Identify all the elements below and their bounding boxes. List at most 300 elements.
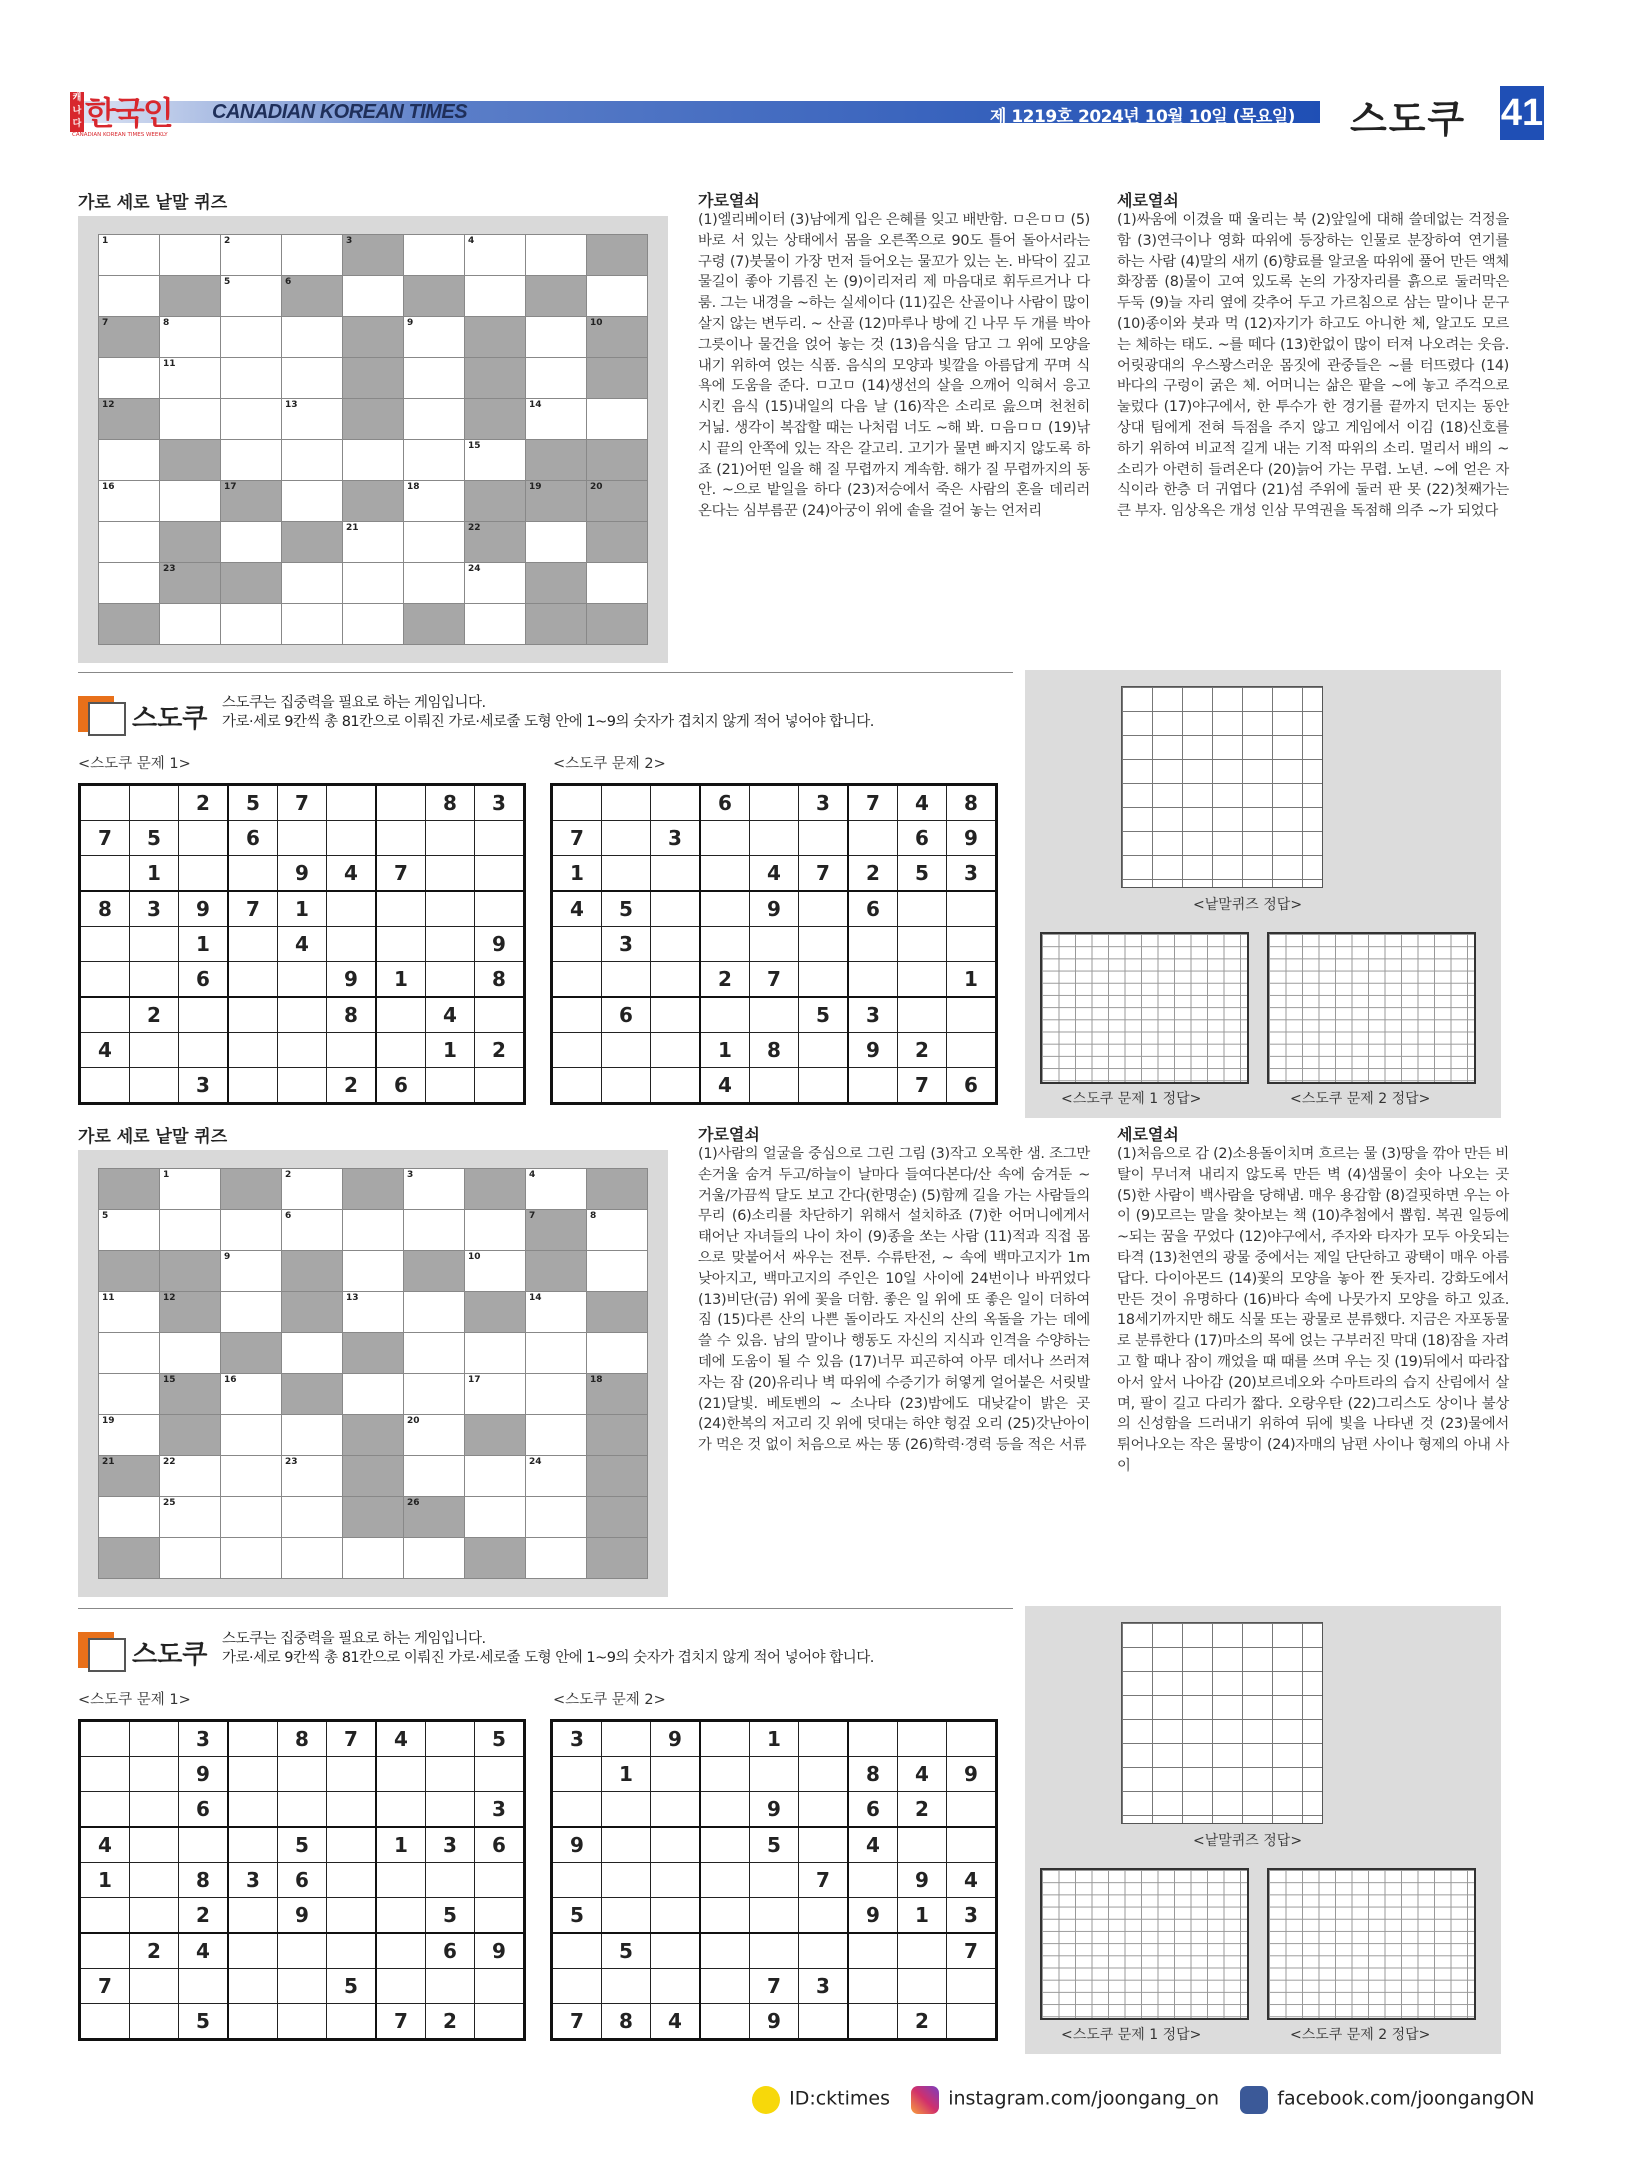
- sudoku-cell[interactable]: 9: [179, 1757, 229, 1792]
- sudoku-cell[interactable]: [552, 1969, 602, 2004]
- crossword-cell[interactable]: [465, 1456, 526, 1497]
- sudoku-cell[interactable]: [426, 1721, 475, 1757]
- crossword-cell[interactable]: [282, 440, 343, 481]
- crossword-cell[interactable]: [526, 1374, 587, 1415]
- crossword-cell[interactable]: [404, 522, 465, 563]
- sudoku-cell[interactable]: 9: [327, 962, 377, 998]
- sudoku-cell[interactable]: [475, 997, 525, 1033]
- crossword-cell[interactable]: [99, 1497, 160, 1538]
- sudoku-cell[interactable]: [799, 821, 849, 856]
- sudoku-cell[interactable]: [80, 1757, 130, 1792]
- sudoku-cell[interactable]: [602, 1721, 651, 1757]
- sudoku-cell[interactable]: 8: [278, 1721, 327, 1757]
- sudoku-cell[interactable]: [750, 997, 799, 1033]
- sudoku-cell[interactable]: 3: [426, 1827, 475, 1863]
- crossword-cell[interactable]: [404, 481, 465, 522]
- sudoku-cell[interactable]: [327, 821, 377, 856]
- sudoku-cell[interactable]: [750, 821, 799, 856]
- sudoku-cell[interactable]: [700, 1969, 750, 2004]
- sudoku-cell[interactable]: [750, 785, 799, 821]
- sudoku-cell[interactable]: 6: [179, 1792, 229, 1828]
- sudoku-cell[interactable]: [700, 1933, 750, 1969]
- instagram-link[interactable]: instagram.com/joongang_on: [948, 2087, 1220, 2110]
- crossword-cell[interactable]: [343, 1292, 404, 1333]
- sudoku-cell[interactable]: 5: [475, 1721, 525, 1757]
- sudoku-cell[interactable]: [898, 1721, 947, 1757]
- crossword-cell[interactable]: [404, 399, 465, 440]
- sudoku-cell[interactable]: 7: [376, 856, 426, 892]
- sudoku-cell[interactable]: [602, 785, 651, 821]
- sudoku-cell[interactable]: [799, 1898, 849, 1934]
- crossword-cell[interactable]: [343, 1538, 404, 1579]
- sudoku-cell[interactable]: 4: [651, 2004, 701, 2040]
- sudoku-cell[interactable]: [651, 1068, 701, 1104]
- sudoku-cell[interactable]: 5: [179, 2004, 229, 2040]
- sudoku-cell[interactable]: [700, 1757, 750, 1792]
- sudoku-cell[interactable]: [848, 1863, 898, 1898]
- sudoku-cell[interactable]: 6: [376, 1068, 426, 1104]
- crossword-cell[interactable]: [221, 399, 282, 440]
- crossword-cell[interactable]: [282, 1538, 343, 1579]
- sudoku-cell[interactable]: [179, 1827, 229, 1863]
- sudoku-cell[interactable]: [651, 927, 701, 962]
- crossword-cell[interactable]: [404, 1415, 465, 1456]
- sudoku-cell[interactable]: [750, 1933, 799, 1969]
- sudoku-cell[interactable]: [130, 1721, 179, 1757]
- sudoku-cell[interactable]: 3: [799, 785, 849, 821]
- sudoku-cell[interactable]: [552, 785, 602, 821]
- sudoku-cell[interactable]: [130, 1792, 179, 1828]
- crossword-cell[interactable]: [99, 358, 160, 399]
- sudoku-cell[interactable]: [376, 1933, 426, 1969]
- sudoku-cell[interactable]: [426, 856, 475, 892]
- sudoku-cell[interactable]: 2: [179, 1898, 229, 1934]
- crossword-cell[interactable]: [526, 1333, 587, 1374]
- sudoku-cell[interactable]: 9: [651, 1721, 701, 1757]
- sudoku-cell[interactable]: [848, 1933, 898, 1969]
- sudoku-cell[interactable]: [228, 856, 278, 892]
- sudoku-cell[interactable]: [602, 1969, 651, 2004]
- crossword-cell[interactable]: [526, 1456, 587, 1497]
- sudoku-cell[interactable]: [602, 856, 651, 892]
- sudoku-cell[interactable]: [278, 2004, 327, 2040]
- sudoku-cell[interactable]: 1: [947, 962, 997, 998]
- sudoku-cell[interactable]: 8: [602, 2004, 651, 2040]
- sudoku-cell[interactable]: 7: [278, 785, 327, 821]
- crossword-cell[interactable]: [221, 1374, 282, 1415]
- crossword-cell[interactable]: [343, 522, 404, 563]
- sudoku-cell[interactable]: 8: [848, 1757, 898, 1792]
- sudoku-cell[interactable]: 4: [327, 856, 377, 892]
- crossword-cell[interactable]: [99, 1333, 160, 1374]
- sudoku-cell[interactable]: [651, 856, 701, 892]
- sudoku-cell[interactable]: 3: [848, 997, 898, 1033]
- sudoku-cell[interactable]: 3: [130, 891, 179, 927]
- sudoku-cell[interactable]: [750, 1863, 799, 1898]
- sudoku-cell[interactable]: 6: [848, 891, 898, 927]
- sudoku-cell[interactable]: 8: [750, 1033, 799, 1068]
- sudoku-cell[interactable]: [475, 821, 525, 856]
- sudoku-cell[interactable]: [602, 1792, 651, 1828]
- sudoku-cell[interactable]: [327, 927, 377, 962]
- sudoku-cell[interactable]: 7: [552, 2004, 602, 2040]
- sudoku-cell[interactable]: [376, 997, 426, 1033]
- sudoku-cell[interactable]: 6: [426, 1933, 475, 1969]
- sudoku-cell[interactable]: 7: [799, 856, 849, 892]
- crossword-cell[interactable]: [282, 358, 343, 399]
- crossword-cell[interactable]: [221, 440, 282, 481]
- crossword-cell[interactable]: [587, 563, 648, 604]
- sudoku-cell[interactable]: [947, 891, 997, 927]
- sudoku-cell[interactable]: [130, 785, 179, 821]
- sudoku-cell[interactable]: [651, 1827, 701, 1863]
- sudoku-cell[interactable]: [552, 1068, 602, 1104]
- crossword-cell[interactable]: [526, 317, 587, 358]
- sudoku-cell[interactable]: 5: [799, 997, 849, 1033]
- sudoku-cell[interactable]: 5: [602, 1933, 651, 1969]
- crossword-cell[interactable]: [465, 1497, 526, 1538]
- crossword-cell[interactable]: [404, 440, 465, 481]
- sudoku-cell[interactable]: [799, 927, 849, 962]
- sudoku-cell[interactable]: [376, 1033, 426, 1068]
- sudoku-cell[interactable]: [651, 891, 701, 927]
- crossword-cell[interactable]: [526, 1292, 587, 1333]
- sudoku-cell[interactable]: 4: [80, 1033, 130, 1068]
- crossword-cell[interactable]: [221, 235, 282, 276]
- sudoku-cell[interactable]: 1: [602, 1757, 651, 1792]
- crossword-cell[interactable]: [99, 440, 160, 481]
- crossword-cell[interactable]: [160, 1333, 221, 1374]
- sudoku-cell[interactable]: [898, 891, 947, 927]
- sudoku-cell[interactable]: [475, 891, 525, 927]
- sudoku-cell[interactable]: [750, 1757, 799, 1792]
- sudoku-cell[interactable]: 2: [898, 1792, 947, 1828]
- sudoku-cell[interactable]: 3: [228, 1863, 278, 1898]
- sudoku-cell[interactable]: 6: [947, 1068, 997, 1104]
- sudoku-cell[interactable]: [552, 1863, 602, 1898]
- sudoku-grid-4[interactable]: [550, 1719, 998, 2041]
- sudoku-cell[interactable]: [602, 1863, 651, 1898]
- sudoku-cell[interactable]: 3: [651, 821, 701, 856]
- crossword-cell[interactable]: [282, 563, 343, 604]
- sudoku-cell[interactable]: 9: [947, 821, 997, 856]
- sudoku-cell[interactable]: 8: [80, 891, 130, 927]
- crossword-cell[interactable]: [221, 1497, 282, 1538]
- sudoku-cell[interactable]: 3: [947, 1898, 997, 1934]
- crossword-cell[interactable]: [526, 522, 587, 563]
- sudoku-cell[interactable]: 9: [750, 891, 799, 927]
- sudoku-cell[interactable]: [848, 1721, 898, 1757]
- sudoku-cell[interactable]: [130, 1898, 179, 1934]
- sudoku-cell[interactable]: [130, 1757, 179, 1792]
- sudoku-cell[interactable]: 4: [426, 997, 475, 1033]
- sudoku-cell[interactable]: 9: [848, 1033, 898, 1068]
- crossword-cell[interactable]: [526, 1169, 587, 1210]
- sudoku-cell[interactable]: 8: [179, 1863, 229, 1898]
- crossword-cell[interactable]: [465, 563, 526, 604]
- sudoku-cell[interactable]: [552, 1792, 602, 1828]
- sudoku-cell[interactable]: [475, 1898, 525, 1934]
- sudoku-cell[interactable]: [651, 1792, 701, 1828]
- sudoku-cell[interactable]: 4: [552, 891, 602, 927]
- sudoku-cell[interactable]: [947, 1033, 997, 1068]
- sudoku-cell[interactable]: [179, 997, 229, 1033]
- sudoku-cell[interactable]: [475, 856, 525, 892]
- sudoku-cell[interactable]: 5: [278, 1827, 327, 1863]
- sudoku-cell[interactable]: [426, 821, 475, 856]
- sudoku-cell[interactable]: [376, 821, 426, 856]
- crossword-cell[interactable]: [160, 604, 221, 645]
- sudoku-grid-1[interactable]: [78, 783, 526, 1105]
- crossword-cell[interactable]: [282, 235, 343, 276]
- sudoku-cell[interactable]: [80, 962, 130, 998]
- crossword-cell[interactable]: [526, 235, 587, 276]
- crossword-cell[interactable]: [587, 1251, 648, 1292]
- crossword-cell[interactable]: [282, 481, 343, 522]
- sudoku-cell[interactable]: [848, 1969, 898, 2004]
- crossword-cell[interactable]: [282, 604, 343, 645]
- sudoku-cell[interactable]: 7: [947, 1933, 997, 1969]
- sudoku-cell[interactable]: 2: [898, 2004, 947, 2040]
- crossword-cell[interactable]: [465, 1251, 526, 1292]
- crossword-cell[interactable]: [221, 276, 282, 317]
- sudoku-cell[interactable]: 4: [947, 1863, 997, 1898]
- sudoku-cell[interactable]: [376, 1969, 426, 2004]
- sudoku-cell[interactable]: 7: [228, 891, 278, 927]
- crossword-cell[interactable]: [465, 1210, 526, 1251]
- sudoku-cell[interactable]: 1: [179, 927, 229, 962]
- crossword-cell[interactable]: [99, 522, 160, 563]
- crossword-cell[interactable]: [99, 1415, 160, 1456]
- sudoku-cell[interactable]: 7: [848, 785, 898, 821]
- sudoku-cell[interactable]: 4: [898, 1757, 947, 1792]
- crossword-cell[interactable]: [221, 1210, 282, 1251]
- sudoku-cell[interactable]: [80, 1933, 130, 1969]
- sudoku-cell[interactable]: [947, 1969, 997, 2004]
- sudoku-cell[interactable]: [130, 1068, 179, 1104]
- sudoku-cell[interactable]: 7: [376, 2004, 426, 2040]
- sudoku-cell[interactable]: 7: [750, 1969, 799, 2004]
- sudoku-cell[interactable]: [278, 1068, 327, 1104]
- sudoku-cell[interactable]: 4: [750, 856, 799, 892]
- sudoku-cell[interactable]: [376, 1792, 426, 1828]
- crossword-cell[interactable]: [404, 317, 465, 358]
- sudoku-cell[interactable]: [376, 891, 426, 927]
- sudoku-cell[interactable]: 4: [898, 785, 947, 821]
- crossword-cell[interactable]: [587, 276, 648, 317]
- sudoku-cell[interactable]: [376, 1898, 426, 1934]
- facebook-link[interactable]: facebook.com/joongangON: [1277, 2087, 1535, 2110]
- sudoku-cell[interactable]: [552, 1933, 602, 1969]
- sudoku-cell[interactable]: 8: [947, 785, 997, 821]
- sudoku-cell[interactable]: [651, 1969, 701, 2004]
- sudoku-cell[interactable]: [228, 962, 278, 998]
- sudoku-cell[interactable]: [799, 2004, 849, 2040]
- sudoku-cell[interactable]: 8: [475, 962, 525, 998]
- sudoku-cell[interactable]: [179, 856, 229, 892]
- crossword-cell[interactable]: [99, 563, 160, 604]
- sudoku-cell[interactable]: [700, 927, 750, 962]
- sudoku-cell[interactable]: [327, 1898, 377, 1934]
- sudoku-cell[interactable]: [179, 821, 229, 856]
- sudoku-cell[interactable]: 8: [327, 997, 377, 1033]
- sudoku-cell[interactable]: 5: [602, 891, 651, 927]
- sudoku-cell[interactable]: [475, 1863, 525, 1898]
- crossword-cell[interactable]: [343, 1374, 404, 1415]
- crossword-cell[interactable]: [160, 481, 221, 522]
- sudoku-cell[interactable]: [130, 962, 179, 998]
- sudoku-cell[interactable]: 5: [552, 1898, 602, 1934]
- sudoku-cell[interactable]: [327, 1863, 377, 1898]
- sudoku-cell[interactable]: 3: [179, 1721, 229, 1757]
- sudoku-cell[interactable]: 5: [130, 821, 179, 856]
- sudoku-cell[interactable]: [426, 891, 475, 927]
- sudoku-cell[interactable]: [848, 2004, 898, 2040]
- crossword-cell[interactable]: [160, 399, 221, 440]
- sudoku-cell[interactable]: 1: [80, 1863, 130, 1898]
- sudoku-cell[interactable]: [278, 1757, 327, 1792]
- crossword-cell[interactable]: [404, 1333, 465, 1374]
- sudoku-cell[interactable]: [80, 927, 130, 962]
- sudoku-cell[interactable]: [130, 1827, 179, 1863]
- crossword-cell[interactable]: [404, 1292, 465, 1333]
- sudoku-cell[interactable]: [475, 1969, 525, 2004]
- sudoku-cell[interactable]: [327, 1792, 377, 1828]
- sudoku-cell[interactable]: 6: [278, 1863, 327, 1898]
- sudoku-cell[interactable]: [700, 997, 750, 1033]
- sudoku-cell[interactable]: [799, 1721, 849, 1757]
- sudoku-cell[interactable]: 9: [898, 1863, 947, 1898]
- sudoku-cell[interactable]: [278, 1792, 327, 1828]
- crossword-cell[interactable]: [587, 1333, 648, 1374]
- sudoku-cell[interactable]: [80, 785, 130, 821]
- sudoku-cell[interactable]: [848, 962, 898, 998]
- sudoku-cell[interactable]: 3: [475, 785, 525, 821]
- crossword-cell[interactable]: [160, 1497, 221, 1538]
- sudoku-cell[interactable]: 7: [750, 962, 799, 998]
- crossword-cell[interactable]: [282, 317, 343, 358]
- crossword-cell[interactable]: [343, 563, 404, 604]
- sudoku-cell[interactable]: 9: [750, 2004, 799, 2040]
- sudoku-cell[interactable]: 7: [552, 821, 602, 856]
- sudoku-cell[interactable]: [947, 2004, 997, 2040]
- crossword-cell[interactable]: [99, 1210, 160, 1251]
- sudoku-cell[interactable]: [651, 1933, 701, 1969]
- sudoku-cell[interactable]: [130, 1863, 179, 1898]
- sudoku-cell[interactable]: [898, 927, 947, 962]
- sudoku-cell[interactable]: [552, 962, 602, 998]
- sudoku-cell[interactable]: [700, 1898, 750, 1934]
- sudoku-cell[interactable]: 4: [376, 1721, 426, 1757]
- crossword-cell[interactable]: [160, 1169, 221, 1210]
- sudoku-cell[interactable]: 4: [179, 1933, 229, 1969]
- crossword-cell[interactable]: [465, 440, 526, 481]
- crossword-cell[interactable]: [99, 1374, 160, 1415]
- sudoku-cell[interactable]: [80, 1721, 130, 1757]
- sudoku-cell[interactable]: [552, 927, 602, 962]
- sudoku-cell[interactable]: [799, 1757, 849, 1792]
- sudoku-cell[interactable]: 1: [376, 1827, 426, 1863]
- sudoku-cell[interactable]: [799, 962, 849, 998]
- sudoku-cell[interactable]: 3: [552, 1721, 602, 1757]
- sudoku-cell[interactable]: 2: [327, 1068, 377, 1104]
- sudoku-cell[interactable]: [426, 962, 475, 998]
- sudoku-cell[interactable]: [80, 997, 130, 1033]
- sudoku-cell[interactable]: [80, 2004, 130, 2040]
- sudoku-cell[interactable]: 2: [130, 997, 179, 1033]
- sudoku-cell[interactable]: [799, 1792, 849, 1828]
- crossword-cell[interactable]: [221, 317, 282, 358]
- sudoku-cell[interactable]: [327, 1827, 377, 1863]
- sudoku-cell[interactable]: 1: [130, 856, 179, 892]
- sudoku-cell[interactable]: [278, 1033, 327, 1068]
- sudoku-cell[interactable]: [475, 1068, 525, 1104]
- sudoku-cell[interactable]: 7: [327, 1721, 377, 1757]
- sudoku-cell[interactable]: [799, 1827, 849, 1863]
- sudoku-cell[interactable]: [947, 1827, 997, 1863]
- sudoku-cell[interactable]: 9: [552, 1827, 602, 1863]
- crossword-cell[interactable]: [160, 1456, 221, 1497]
- sudoku-cell[interactable]: [947, 997, 997, 1033]
- crossword-grid[interactable]: [98, 1168, 648, 1579]
- sudoku-cell[interactable]: [228, 1721, 278, 1757]
- sudoku-cell[interactable]: [130, 1969, 179, 2004]
- sudoku-cell[interactable]: 1: [426, 1033, 475, 1068]
- sudoku-cell[interactable]: [848, 927, 898, 962]
- sudoku-cell[interactable]: 3: [602, 927, 651, 962]
- sudoku-cell[interactable]: 2: [179, 785, 229, 821]
- sudoku-cell[interactable]: 1: [700, 1033, 750, 1068]
- sudoku-cell[interactable]: 6: [602, 997, 651, 1033]
- crossword-cell[interactable]: [282, 1333, 343, 1374]
- sudoku-cell[interactable]: 8: [426, 785, 475, 821]
- sudoku-cell[interactable]: [700, 1827, 750, 1863]
- sudoku-cell[interactable]: [228, 997, 278, 1033]
- crossword-cell[interactable]: [221, 358, 282, 399]
- sudoku-cell[interactable]: [327, 891, 377, 927]
- crossword-cell[interactable]: [465, 276, 526, 317]
- sudoku-cell[interactable]: 7: [80, 1969, 130, 2004]
- sudoku-cell[interactable]: 1: [750, 1721, 799, 1757]
- crossword-cell[interactable]: [526, 1497, 587, 1538]
- sudoku-cell[interactable]: 9: [278, 856, 327, 892]
- sudoku-cell[interactable]: 5: [750, 1827, 799, 1863]
- sudoku-cell[interactable]: [327, 1033, 377, 1068]
- sudoku-cell[interactable]: [278, 821, 327, 856]
- crossword-cell[interactable]: [343, 440, 404, 481]
- sudoku-cell[interactable]: [651, 1757, 701, 1792]
- sudoku-cell[interactable]: [327, 785, 377, 821]
- crossword-cell[interactable]: [343, 604, 404, 645]
- sudoku-cell[interactable]: 1: [552, 856, 602, 892]
- sudoku-cell[interactable]: [376, 927, 426, 962]
- sudoku-cell[interactable]: [602, 1033, 651, 1068]
- crossword-cell[interactable]: [404, 1210, 465, 1251]
- sudoku-cell[interactable]: 1: [898, 1898, 947, 1934]
- sudoku-cell[interactable]: 4: [848, 1827, 898, 1863]
- sudoku-cell[interactable]: [602, 821, 651, 856]
- sudoku-cell[interactable]: [552, 997, 602, 1033]
- sudoku-cell[interactable]: [700, 821, 750, 856]
- crossword-cell[interactable]: [404, 1169, 465, 1210]
- sudoku-cell[interactable]: [700, 891, 750, 927]
- sudoku-cell[interactable]: [700, 1721, 750, 1757]
- crossword-cell[interactable]: [404, 1374, 465, 1415]
- crossword-cell[interactable]: [282, 1497, 343, 1538]
- crossword-cell[interactable]: [99, 235, 160, 276]
- crossword-cell[interactable]: [404, 1538, 465, 1579]
- crossword-cell[interactable]: [526, 1415, 587, 1456]
